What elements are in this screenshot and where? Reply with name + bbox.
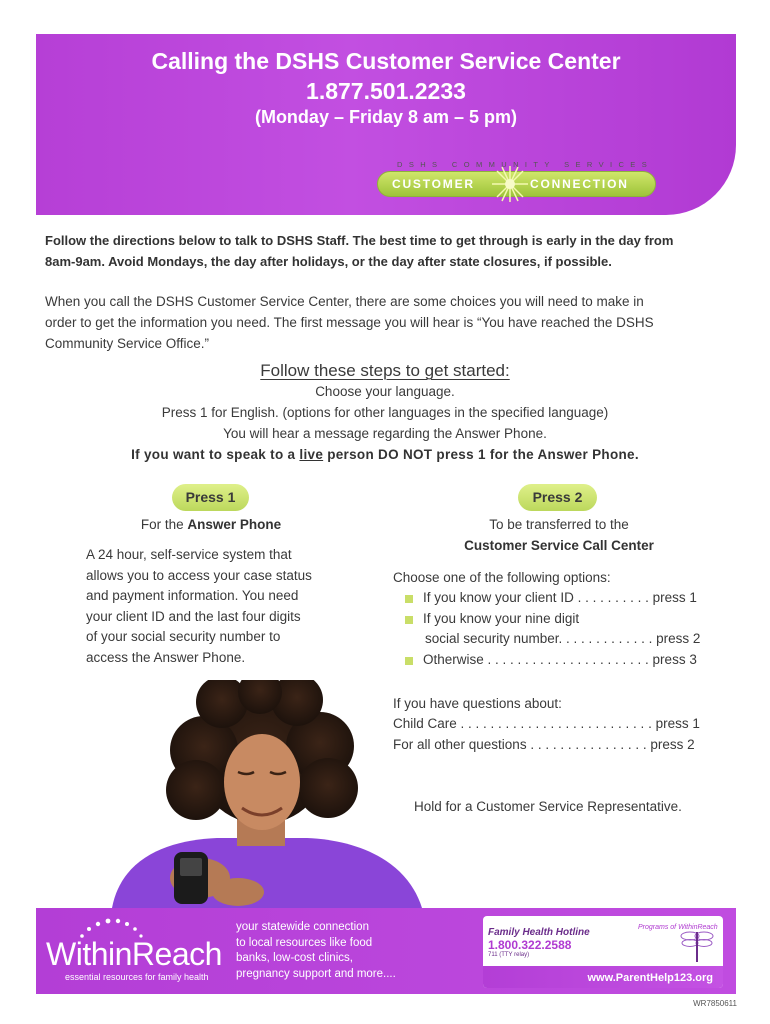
customer-connection-logo xyxy=(377,155,659,199)
option-ssn: social security number. . . . . . . . . . . . . press 2 xyxy=(425,631,701,646)
footer-line: your statewide connection xyxy=(236,921,369,933)
option-client-id: If you know your client ID . . . . . . . . . . press 1 xyxy=(423,590,697,605)
steps-heading-text: Follow these steps to get started: xyxy=(260,361,510,380)
description-line: access the Answer Phone. xyxy=(86,649,246,665)
phone-number: 1.877.501.2233 xyxy=(306,78,466,104)
withinreach-tagline: essential resources for family health xyxy=(65,972,209,982)
intro-paragraph xyxy=(45,291,735,354)
description-line: A 24 hour, self-service system that xyxy=(86,547,292,562)
description-line: of your social security number to xyxy=(86,629,281,645)
intro-bold-line: 8am-9am. Avoid Mondays, the day after holidays, or the day after state closures, if possible. xyxy=(45,254,612,269)
family-health-hotline-box xyxy=(483,916,723,988)
intro-bold-line: Follow the directions below to talk to DSHS Staff. The best time to get through is early in the day from xyxy=(45,233,674,248)
woman-on-phone-photo xyxy=(92,680,422,908)
footer-line: pregnancy support and more.... xyxy=(236,967,396,980)
withinreach-logo: WithinReach xyxy=(46,936,222,972)
hotline-url-bar xyxy=(483,966,723,988)
hold-instruction: Hold for a Customer Service Representative. xyxy=(414,799,682,814)
hotline-number: 1.800.322.2588 xyxy=(488,938,572,952)
step-line: Press 1 for English. (options for other languages in the specified language) xyxy=(161,405,609,420)
hotline-relay: 711 (TTY relay) xyxy=(488,952,530,958)
dragonfly-icon xyxy=(679,924,715,964)
footer-line: banks, low-cost clinics, xyxy=(236,952,353,964)
logo-word-connection: CONNECTION xyxy=(530,177,629,191)
intro-bold-paragraph xyxy=(45,230,735,272)
description-line: your client ID and the last four digits xyxy=(86,608,301,624)
steps-heading xyxy=(0,361,770,381)
press-2-badge: Press 2 xyxy=(518,484,597,511)
logo-pill xyxy=(377,171,656,197)
intro-line: Community Service Office.” xyxy=(45,336,210,351)
logo-top-text: DSHS COMMUNITY SERVICES xyxy=(397,160,654,169)
document-code: WR7850611 xyxy=(693,999,737,1008)
option-otherwise: Otherwise . . . . . . . . . . . . . . . . . . . . . . press 3 xyxy=(423,652,697,667)
footer-line: to local resources like food xyxy=(236,936,373,949)
bullet-icon xyxy=(405,595,413,603)
live-person-warning xyxy=(0,447,770,462)
description-line: allows you to access your case status xyxy=(86,567,312,583)
parenthelp-url[interactable]: www.ParentHelp123.org xyxy=(587,972,713,984)
press-1-badge: Press 1 xyxy=(172,484,249,511)
bullet-icon xyxy=(405,657,413,665)
intro-line: When you call the DSHS Customer Service Center, there are some choices you will need to make in xyxy=(45,294,644,309)
page-title: Calling the DSHS Customer Service Center xyxy=(151,48,621,74)
programs-text: Programs of WithinReach xyxy=(638,924,718,931)
step-line: Choose your language. xyxy=(315,384,455,399)
star-burst-icon xyxy=(492,166,528,202)
question-child-care: Child Care . . . . . . . . . . . . . . . . . . . . . . . . . . press 1 xyxy=(393,716,700,731)
choose-options-text: Choose one of the following options: xyxy=(393,570,611,585)
questions-heading: If you have questions about: xyxy=(393,696,562,711)
warning-live: live xyxy=(299,447,324,462)
answer-phone-heading xyxy=(100,517,322,532)
option-nine-digit: If you know your nine digit xyxy=(423,611,580,626)
description-line: and payment information. You need xyxy=(86,588,299,604)
hotline-title: Family Health Hotline xyxy=(488,927,590,938)
answer-phone-description xyxy=(86,545,346,669)
bullet-icon xyxy=(405,616,413,624)
heading-bold: Answer Phone xyxy=(187,517,282,532)
step-line: You will hear a message regarding the Answer Phone. xyxy=(223,426,547,441)
call-center-heading-1: To be transferred to the xyxy=(489,517,629,532)
footer-banner xyxy=(36,908,736,994)
intro-line: order to get the information you need. The first message you will hear is “You have reached the DSHS xyxy=(45,315,654,330)
heading-text: For the xyxy=(140,517,188,532)
logo-word-customer: CUSTOMER xyxy=(392,177,475,191)
warning-text: person DO NOT press 1 for the Answer Phone. xyxy=(323,447,639,462)
call-center-heading-2 xyxy=(420,538,698,553)
footer-description xyxy=(236,920,426,982)
heading-bold: Customer Service Call Center xyxy=(464,538,654,553)
question-other: For all other questions . . . . . . . . . . . . . . . . press 2 xyxy=(393,737,695,752)
warning-text: If you want to speak to a xyxy=(131,447,300,462)
office-hours: (Monday – Friday 8 am – 5 pm) xyxy=(254,107,518,127)
